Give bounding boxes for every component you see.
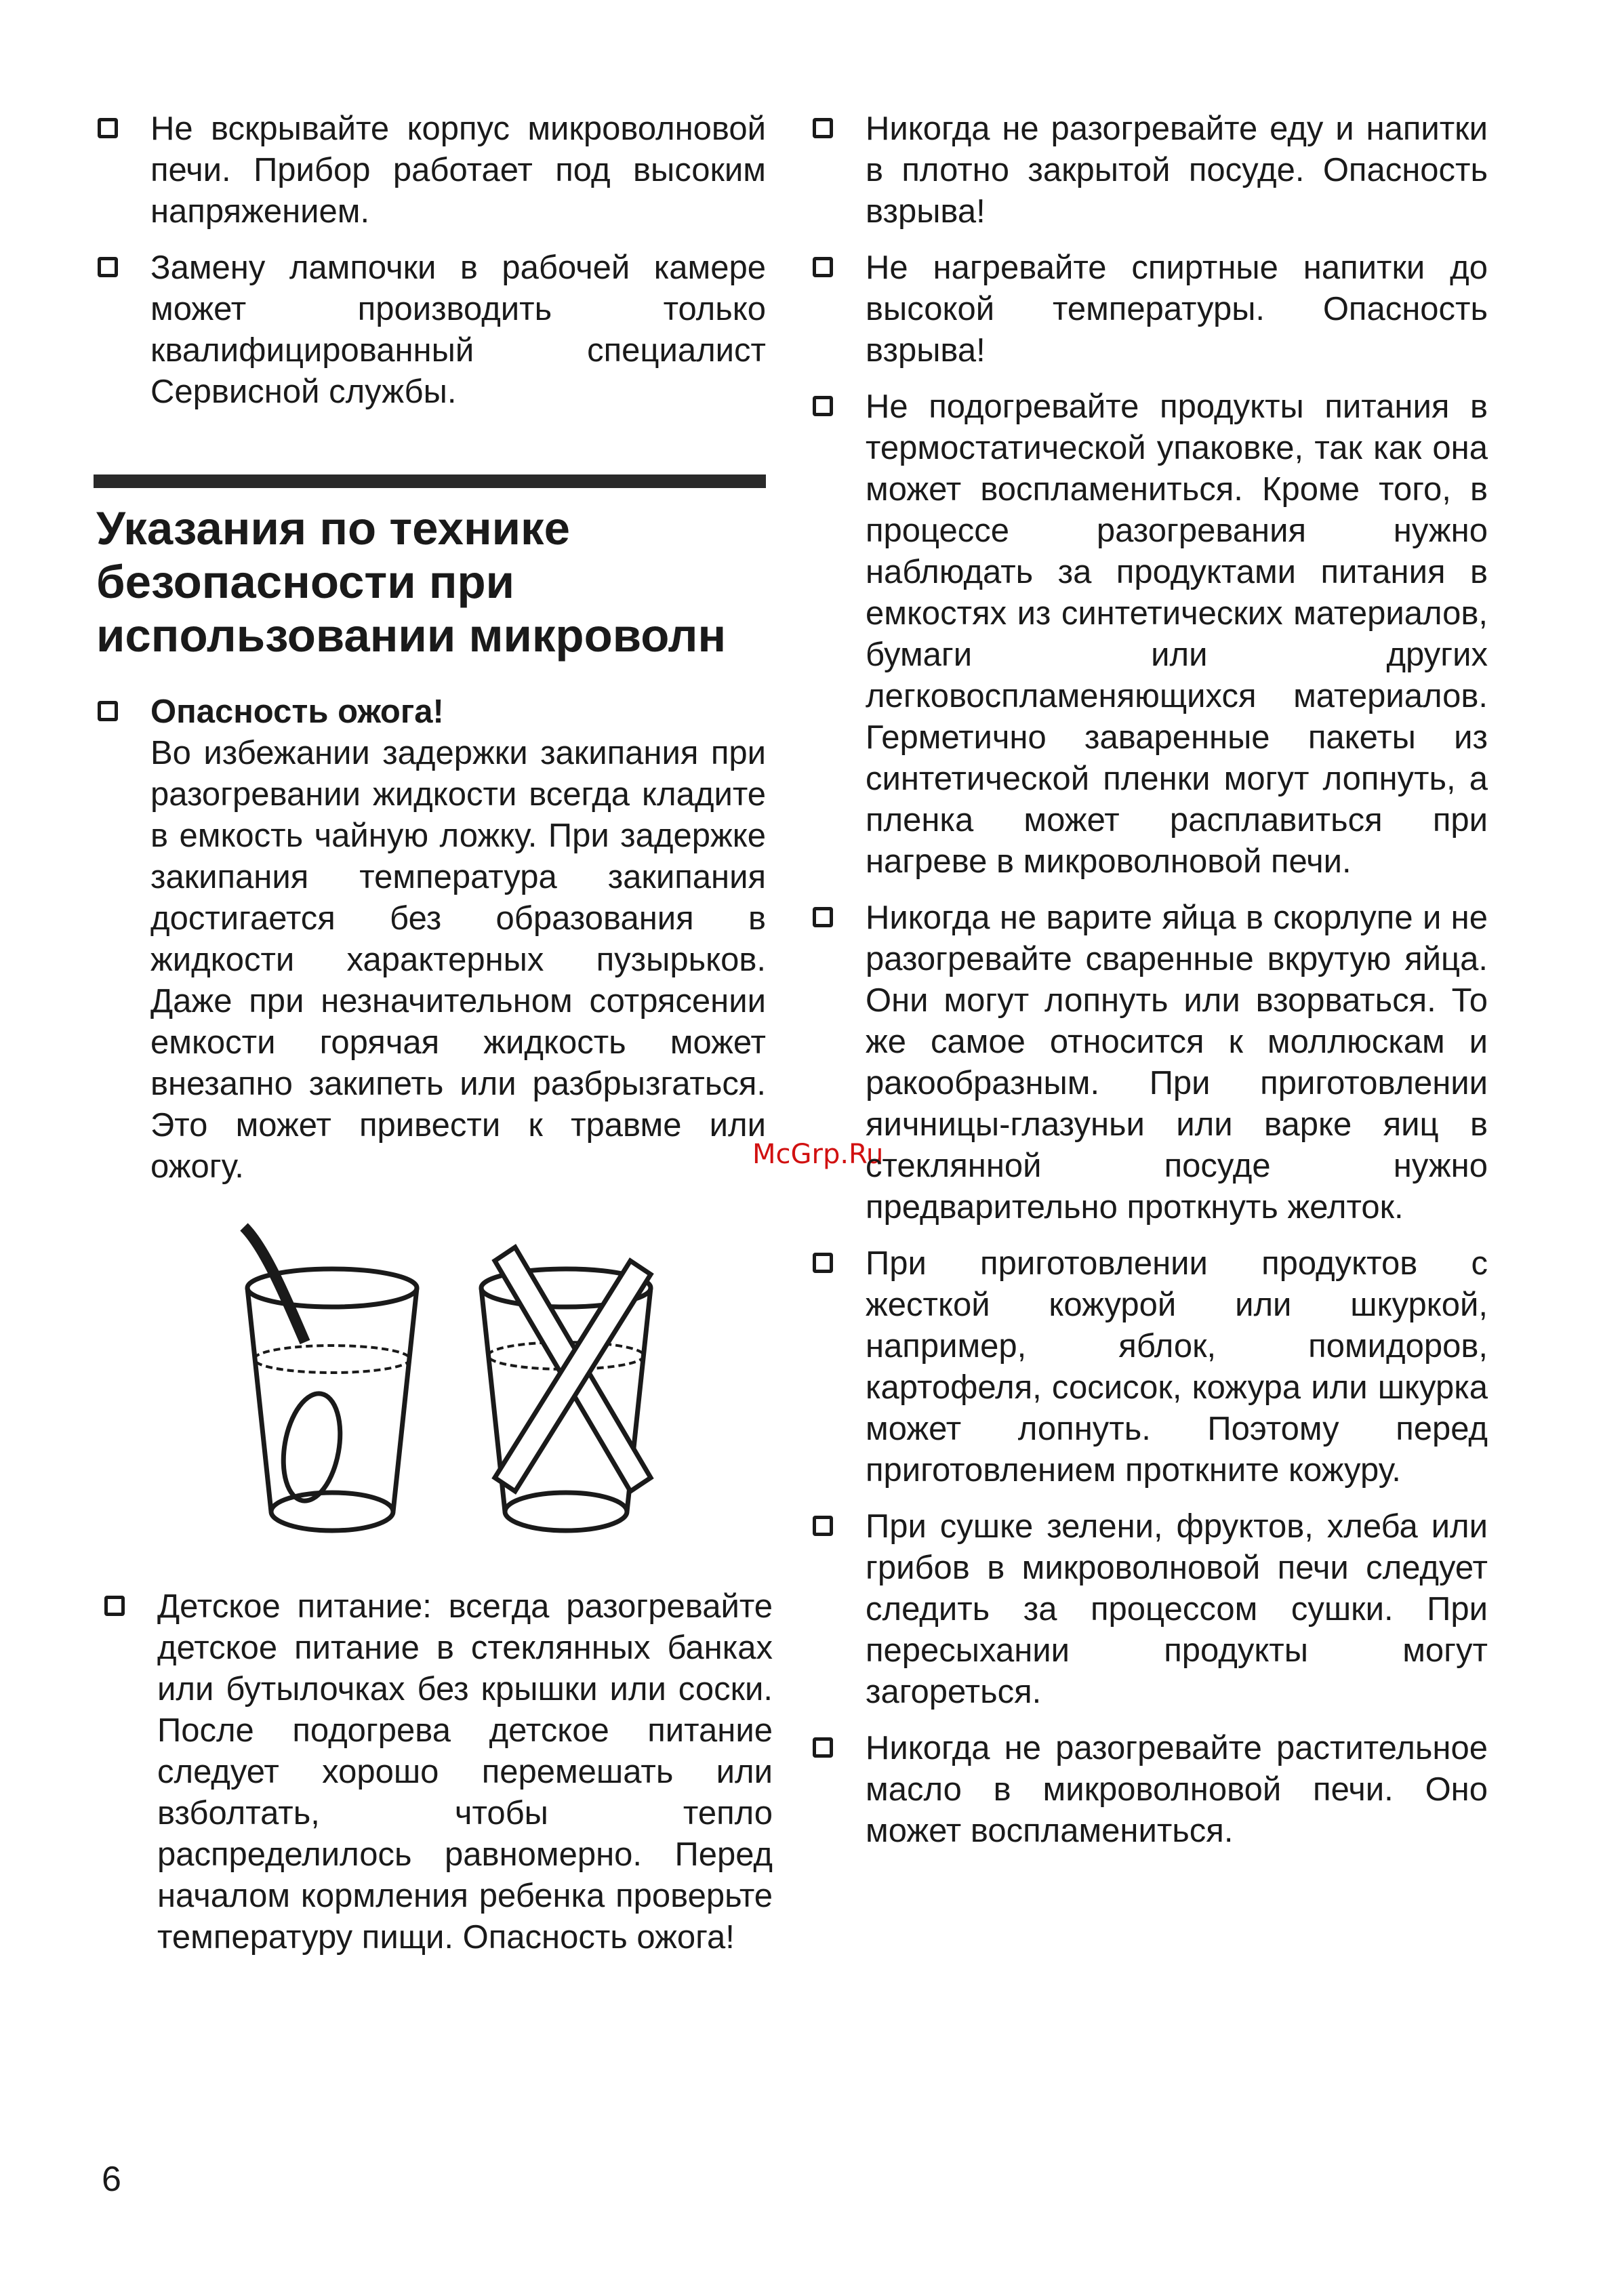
burn-warning-block [95,691,766,1203]
list-item: При сушке зелени, фруктов, хлеба или грибов в микроволновой печи следует следить за процессом сушки. При пересыхании продукты могут загореться. [810,1506,1488,1713]
page-number: 6 [102,2160,121,2199]
list-item: Никогда не разогревайте растительное масло в микроволновой печи. Оно может воспламениться. [810,1728,1488,1852]
list-item: Не подогревайте продукты питания в термостатической упаковке, так как она может воспламениться. Кроме того, в процессе разогревания нужно наблюдать за продуктами питания в емкостях из синтетических материалов, бумаги или других легковоспламеняющихся материалов. Герметично заваренные пакеты из синтетической пленки могут лопнуть, а пленка может расплавиться при нагреве в микроволновой печи. [810,386,1488,883]
checkbox-bullet-icon [813,1737,833,1758]
watermark: McGrp.Ru [752,1139,884,1170]
checkbox-bullet-icon [813,907,833,927]
checkbox-bullet-icon [813,1253,833,1273]
baby-food-block [102,1586,773,1973]
list-item: Не вскрывайте корпус микроволновой печи. Прибор работает под высоким напряжением. [95,108,766,233]
section-divider [94,474,766,488]
burn-warning-title: Опасность ожога! [150,693,444,730]
burn-warning-text: Во избежании задержки закипания при разогревании жидкости всегда кладите в емкость чайную ложку. При задержке закипания температура закипания достигается без образования в жидкости характерных пузырьков. Даже при незначительном сотрясении емкости горячая жидкость может внезапно закипеть или разбрызгаться. Это может привести к травме или ожогу. [150,735,766,1185]
checkbox-bullet-icon [104,1596,125,1616]
glasses-illustration [224,1220,685,1545]
checkbox-bullet-icon [813,257,833,277]
list-item: Не нагревайте спиртные напитки до высокой температуры. Опасность взрыва! [810,247,1488,371]
list-item: Детское питание: всегда разогревайте детское питание в стеклянных банках или бутылочках без крышки или соски. После подогрева детское питание следует хорошо перемешать или взболтать, чтобы тепло распределилось равномерно. Перед началом кормления ребенка проверьте температуру пищи. Опасность ожога! [102,1586,773,1958]
right-column [810,108,1488,1867]
list-item: Замену лампочки в рабочей камере может производить только квалифицированный специалист Сервисной службы. [95,247,766,413]
checkbox-bullet-icon [98,118,118,138]
section-heading: Указания по технике безопасности при использовании микроволн [96,502,727,662]
list-item [95,691,766,1188]
glass-with-spoon-icon [244,1227,417,1531]
list-item: Никогда не разогревайте еду и напитки в плотно закрытой посуде. Опасность взрыва! [810,108,1488,233]
checkbox-bullet-icon [98,257,118,277]
checkbox-bullet-icon [813,118,833,138]
checkbox-bullet-icon [813,1516,833,1536]
checkbox-bullet-icon [813,396,833,416]
crossed-glass-icon [481,1247,651,1531]
left-column [95,108,766,428]
list-item: Никогда не варите яйца в скорлупе и не разогревайте сваренные вкрутую яйца. Они могут лопнуть или взорваться. То же самое относится к моллюскам и ракообразным. При приготовлении яичницы-глазуньи или варке яиц в стеклянной посуде нужно предварительно проткнуть желток. [810,897,1488,1228]
list-item: При приготовлении продуктов с жесткой кожурой или шкуркой, например, яблок, помидоров, картофеля, сосисок, кожура или шкурка может лопнуть. Поэтому перед приготовлением проткните кожуру. [810,1243,1488,1491]
checkbox-bullet-icon [98,701,118,721]
